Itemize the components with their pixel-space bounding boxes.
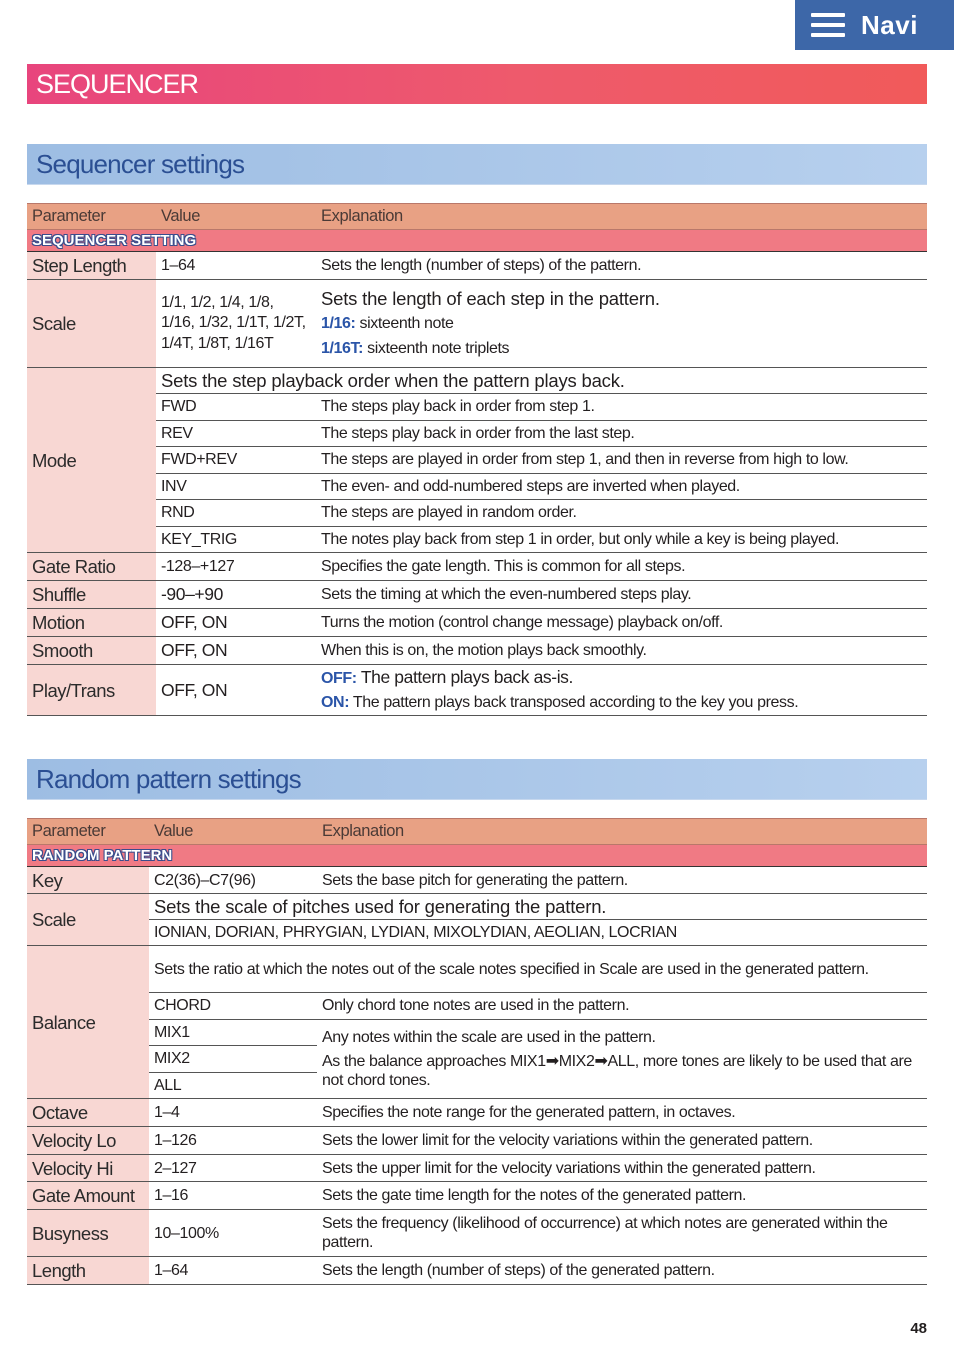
- sequencer-settings-table: [27, 203, 927, 716]
- table-row: [27, 252, 927, 280]
- value-cell: OFF, ON: [156, 637, 316, 665]
- table-row: [27, 526, 927, 553]
- param-mode: Mode: [27, 368, 156, 553]
- value-cell: FWD+REV: [156, 447, 316, 474]
- table-row: [27, 1257, 927, 1285]
- explanation-cell: The steps play back in order from the last step.: [316, 420, 927, 447]
- explanation-cell: Turns the motion (control change message) playback on/off.: [316, 609, 927, 637]
- explanation-cell: Sets the gate time length for the notes of the generated pattern.: [317, 1182, 927, 1210]
- explanation-cell: Only chord tone notes are used in the pattern.: [317, 993, 927, 1020]
- value-cell: 1/1, 1/2, 1/4, 1/8, 1/16, 1/32, 1/1T, 1/2T, 1/4T, 1/8T, 1/16T: [156, 280, 316, 368]
- value-cell: 10–100%: [149, 1210, 317, 1257]
- explanation-cell: The steps play back in order from step 1.: [316, 394, 927, 421]
- section-title-sequencer-settings: Sequencer settings: [27, 144, 927, 185]
- explanation-cell: Sets the length (number of steps) of the pattern.: [316, 252, 927, 280]
- item-text: The pattern plays back transposed according to the key you press.: [349, 694, 799, 711]
- param-scale: Scale: [27, 280, 156, 368]
- value-cell: 1–126: [149, 1127, 317, 1155]
- explanation-cell: Sets the upper limit for the velocity variations within the generated pattern.: [317, 1155, 927, 1182]
- explanation-text: Sets the step playback order when the pattern plays back.: [156, 368, 927, 394]
- item-label: ON:: [321, 694, 350, 711]
- value-cell: -128–+127: [156, 553, 316, 581]
- value-cell: C2(36)–C7(96): [149, 867, 317, 894]
- value-cell: OFF, ON: [156, 665, 316, 716]
- explanation-cell: [316, 665, 927, 716]
- table-row: [27, 1182, 927, 1210]
- explanation-cell: Specifies the note range for the generated pattern, in octaves.: [317, 1099, 927, 1127]
- explanation-item: [321, 668, 922, 688]
- item-label: 1/16T:: [321, 340, 364, 357]
- explanation-cell: Sets the base pitch for generating the pattern.: [317, 867, 927, 894]
- explanation-text: Sets the scale of pitches used for generating the pattern.: [149, 894, 927, 920]
- group-row: [27, 230, 927, 252]
- explanation-cell: Sets the length (number of steps) of the generated pattern.: [317, 1257, 927, 1285]
- item-text: sixteenth note triplets: [363, 340, 510, 357]
- explanation-cell: Sets the frequency (likelihood of occurrence) at which notes are generated within the pattern.: [317, 1210, 927, 1257]
- explanation-item: [321, 339, 922, 358]
- table-row: [27, 1019, 927, 1046]
- table-row: [27, 609, 927, 637]
- value-cell: OFF, ON: [156, 609, 316, 637]
- param-length: Length: [27, 1257, 149, 1285]
- value-cell: REV: [156, 420, 316, 447]
- table-row: [27, 500, 927, 527]
- value-cell: 1–64: [149, 1257, 317, 1285]
- table-row: [27, 553, 927, 581]
- param-velocity-hi: Velocity Hi: [27, 1155, 149, 1182]
- value-cell: FWD: [156, 394, 316, 421]
- table-row: [27, 1155, 927, 1182]
- table-row: [27, 920, 927, 946]
- explanation-cell: The notes play back from step 1 in order, but only while a key is being played.: [316, 526, 927, 553]
- param-motion: Motion: [27, 609, 156, 637]
- explanation-cell: The even- and odd-numbered steps are inverted when played.: [316, 473, 927, 500]
- value-cell: 1–64: [156, 252, 316, 280]
- group-row: [27, 845, 927, 867]
- table-row: [27, 993, 927, 1020]
- explanation-cell: Specifies the gate length. This is common for all steps.: [316, 553, 927, 581]
- explanation-cell: Sets the lower limit for the velocity variations within the generated pattern.: [317, 1127, 927, 1155]
- explanation-cell: The steps are played in order from step 1, and then in reverse from high to low.: [316, 447, 927, 474]
- header-parameter: Parameter: [27, 204, 156, 230]
- page-number: 48: [910, 1320, 927, 1337]
- explanation-cell: Sets the timing at which the even-numbered steps play.: [316, 581, 927, 609]
- item-label: 1/16:: [321, 315, 356, 332]
- navi-label: Navi: [861, 9, 918, 40]
- table-row: [27, 420, 927, 447]
- value-cell: 1–4: [149, 1099, 317, 1127]
- table-row: [27, 1127, 927, 1155]
- table-row: [27, 1099, 927, 1127]
- chapter-title: SEQUENCER: [27, 64, 927, 104]
- param-gate-amount: Gate Amount: [27, 1182, 149, 1210]
- param-gate-ratio: Gate Ratio: [27, 553, 156, 581]
- explanation-item: [321, 314, 922, 333]
- table-row: [27, 946, 927, 993]
- param-shuffle: Shuffle: [27, 581, 156, 609]
- value-cell: RND: [156, 500, 316, 527]
- explanation-text: As the balance approaches MIX1➡MIX2➡ALL, more tones are likely to be used that are not chord tones.: [322, 1052, 912, 1089]
- menu-icon: [811, 11, 845, 39]
- explanation-cell: [316, 280, 927, 368]
- table-header: [27, 204, 927, 230]
- param-velocity-lo: Velocity Lo: [27, 1127, 149, 1155]
- param-smooth: Smooth: [27, 637, 156, 665]
- param-key: Key: [27, 867, 149, 894]
- table-row: [27, 665, 927, 716]
- group-label: RANDOM PATTERN: [27, 845, 927, 867]
- explanation-cell: [317, 1019, 927, 1099]
- explanation-item: [321, 693, 922, 712]
- value-cell: -90–+90: [156, 581, 316, 609]
- section-title-random-pattern-settings: Random pattern settings: [27, 759, 927, 800]
- explanation-text: Sets the length of each step in the pattern.: [321, 288, 660, 309]
- item-label: OFF:: [321, 670, 357, 687]
- header-value: Value: [149, 819, 317, 845]
- value-cell: ALL: [149, 1072, 317, 1099]
- value-cell: 2–127: [149, 1155, 317, 1182]
- header-explanation: Explanation: [316, 204, 927, 230]
- item-text: sixteenth note: [355, 315, 454, 332]
- explanation-text: Sets the ratio at which the notes out of the scale notes specified in Scale are used in the generated pattern.: [149, 946, 927, 993]
- header-value: Value: [156, 204, 316, 230]
- group-label: SEQUENCER SETTING: [27, 230, 927, 252]
- header-parameter: Parameter: [27, 819, 149, 845]
- table-header: [27, 819, 927, 845]
- table-row: [27, 368, 927, 394]
- table-row: [27, 867, 927, 894]
- table-row: [27, 894, 927, 920]
- value-cell: 1–16: [149, 1182, 317, 1210]
- param-play-trans: Play/Trans: [27, 665, 156, 716]
- value-cell: MIX2: [149, 1046, 317, 1073]
- header-explanation: Explanation: [317, 819, 927, 845]
- random-pattern-table: [27, 818, 927, 1285]
- table-row: [27, 447, 927, 474]
- value-list: IONIAN, DORIAN, PHRYGIAN, LYDIAN, MIXOLYDIAN, AEOLIAN, LOCRIAN: [149, 920, 927, 946]
- value-cell: CHORD: [149, 993, 317, 1020]
- table-row: [27, 280, 927, 368]
- value-cell: INV: [156, 473, 316, 500]
- table-row: [27, 1210, 927, 1257]
- param-scale: Scale: [27, 894, 149, 946]
- param-busyness: Busyness: [27, 1210, 149, 1257]
- value-cell: KEY_TRIG: [156, 526, 316, 553]
- table-row: [27, 473, 927, 500]
- value-cell: MIX1: [149, 1019, 317, 1046]
- explanation-cell: The steps are played in random order.: [316, 500, 927, 527]
- item-text: The pattern plays back as-is.: [356, 667, 573, 687]
- navi-button[interactable]: [795, 0, 954, 50]
- explanation-cell: When this is on, the motion plays back smoothly.: [316, 637, 927, 665]
- param-balance: Balance: [27, 946, 149, 1099]
- explanation-text: Any notes within the scale are used in the pattern.: [322, 1028, 656, 1046]
- param-step-length: Step Length: [27, 252, 156, 280]
- table-row: [27, 394, 927, 421]
- param-octave: Octave: [27, 1099, 149, 1127]
- table-row: [27, 637, 927, 665]
- table-row: [27, 581, 927, 609]
